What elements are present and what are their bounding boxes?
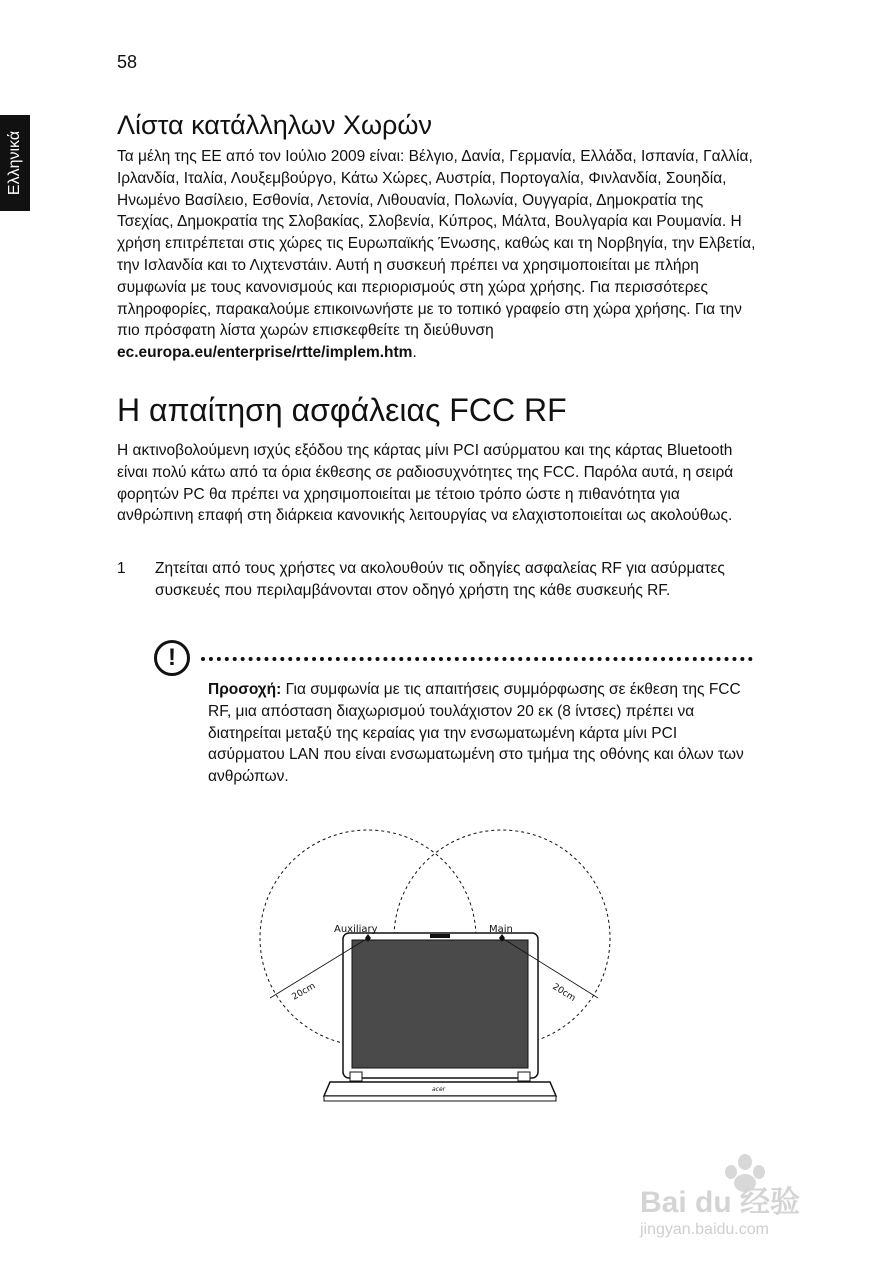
main-label: Main bbox=[489, 924, 513, 935]
caution-label: Προσοχή: bbox=[208, 681, 282, 698]
caution-text: Για συμφωνία με τις απαιτήσεις συμμόρφωσης σε έκθεση της FCC RF, μια απόσταση διαχωρισμού τουλάχιστον 20 εκ (8 ίντσες) πρέπει να διατηρείται μεταξύ της κεραίας για την ενσωματωμένη κάρτα μίνι PCI ασύρματου LAN που είναι ενσωματωμένη στο τμήμα της οθόνης και όλων των ανθρώπων. bbox=[208, 681, 744, 786]
antenna-distance-figure bbox=[250, 820, 630, 1110]
section-heading-eligible-countries: Λίστα κατάλληλων Χωρών bbox=[117, 110, 432, 140]
watermark-url: jingyan.baidu.com bbox=[640, 1221, 769, 1238]
page-number: 58 bbox=[117, 52, 138, 72]
eligible-countries-paragraph bbox=[117, 146, 757, 364]
right-distance-label: 20cm bbox=[550, 982, 578, 1004]
list-number: 1 bbox=[117, 560, 126, 577]
list-text: Ζητείται από τους χρήστες να ακολουθούν τις οδηγίες ασφαλείας RF για ασύρματες συσκευές που περιλαμβάνονται στον οδηγό χρήστη της κάθε συσκευής RF. bbox=[155, 560, 725, 599]
laptop-display bbox=[352, 940, 528, 1068]
eligible-countries-text: Τα μέλη της ΕΕ από τον Ιούλιο 2009 είναι: Βέλγιο, Δανία, Γερμανία, Ελλάδα, Ισπανία, Γαλλία, Ιρλανδία, Ιταλία, Λουξεμβούργο, Κάτω Χώρες, Αυστρία, Πορτογαλία, Φινλανδία, Σουηδία, Ηνωμένο Βασίλειο, Εσθονία, Λετονία, Λιθουανία, Πολωνία, Ουγγαρία, Δημοκρατία της Τσεχίας, Δημοκρατία της Σλοβακίας, Σλοβενία, Κύπρος, Μάλτα, Βουλγαρία και Ρουμανία. Η χρήση επιτρέπεται στις χώρες τις Ευρωπαϊκής Ένωσης, καθώς και τη Νορβηγία, την Ελβετία, την Ισλανδία και το Λιχτενστάιν. Αυτή η συσκευή πρέπει να χρησιμοποιείται με πλήρη συμφωνία με τους κανονισμούς και περιορισμούς στη χώρα χρήσης. Για περισσότερες πληροφορίες, παρακαλούμε επικοινωνήστε με το τοπικό γραφείο στη χώρα χρήσης. Για την πιο πρόσφατη λίστα χωρών επισκεφθείτε τη διεύθυνση bbox=[117, 148, 756, 340]
left-distance-label: 20cm bbox=[290, 981, 318, 1003]
warning-icon: ! bbox=[154, 640, 190, 676]
period: . bbox=[412, 344, 417, 362]
language-side-tab bbox=[0, 115, 30, 211]
laptop-logo: acer bbox=[432, 1086, 446, 1093]
caution-note bbox=[208, 679, 748, 788]
baidu-watermark bbox=[630, 1150, 850, 1240]
watermark-brand: Bai du 经验 bbox=[640, 1186, 801, 1219]
section-heading-fcc-rf: Η απαίτηση ασφάλειας FCC RF bbox=[117, 392, 567, 428]
europa-url-link[interactable]: ec.europa.eu/enterprise/rtte/implem.htm bbox=[117, 344, 413, 362]
language-label: Ελληνικά bbox=[6, 130, 23, 196]
fcc-rf-paragraph: Η ακτινοβολούμενη ισχύς εξόδου της κάρτας μίνι PCI ασύρματου και της κάρτας Bluetooth είναι πολύ κάτω από τα όρια έκθεσης σε ραδιοσυχνότητες της FCC. Παρόλα αυτά, η σειρά φορητών PC θα πρέπει να χρησιμοποιείται με τέτοιο τρόπο ώστε η πιθανότητα για ανθρώπινη επαφή στη διάρκεια κανονικής λειτουργίας να ελαχιστοποιείται ως ακολούθως. bbox=[117, 442, 734, 525]
auxiliary-label: Auxiliary bbox=[334, 924, 378, 935]
dotted-divider bbox=[201, 657, 753, 661]
